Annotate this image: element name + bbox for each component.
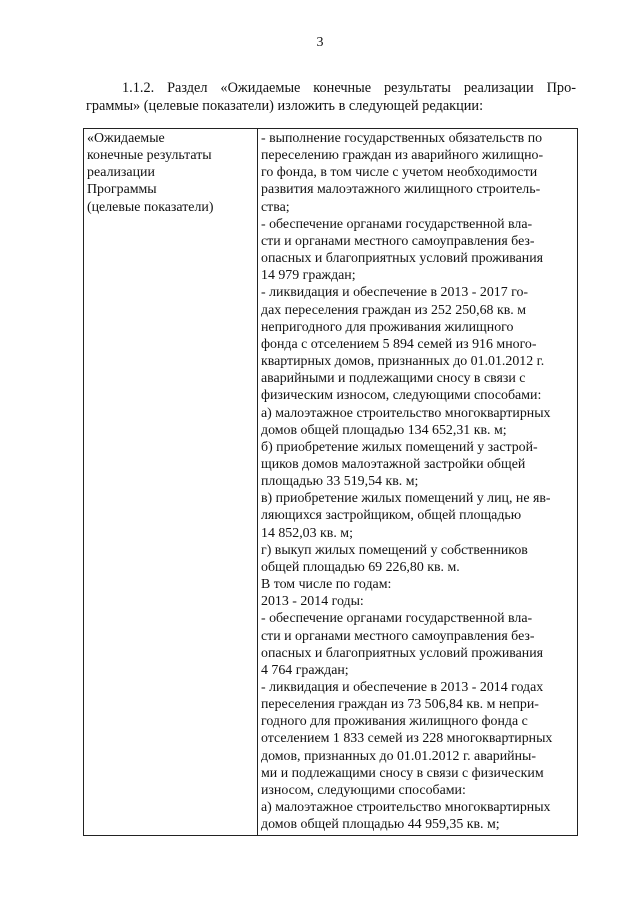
content-line: - ликвидация и обеспечение в 2013 - 2014 годах	[261, 680, 544, 695]
targets-table	[83, 128, 578, 836]
content-line: квартирных домов, признанных до 01.01.2012 г.	[261, 354, 545, 370]
page-number: 3	[316, 35, 324, 50]
content-line: 14 979 граждан;	[261, 268, 356, 284]
content-line: домов общей площадью 134 652,31 кв. м;	[261, 422, 507, 438]
content-line: фонда с отселением 5 894 семей из 916 много-	[261, 336, 537, 352]
content-line: развития малоэтажного жилищного строитель-	[261, 182, 541, 198]
content-line: 2013 - 2014 годы:	[261, 594, 364, 610]
content-line: домов, признанных до 01.01.2012 г. аварийны-	[261, 748, 536, 764]
content-line: износом, следующими способами:	[261, 782, 466, 798]
content-line: аварийными и подлежащими сносу в связи с	[261, 371, 526, 387]
content-line: переселения граждан из 73 506,84 кв. м непри-	[261, 697, 539, 713]
content-line: ляющихся застройщиком, общей площадью	[261, 508, 522, 524]
content-line: го фонда, в том числе с учетом необходимости	[261, 165, 538, 181]
content-line: ми и подлежащими сносу в связи с физическим	[261, 765, 544, 781]
table-row	[84, 129, 578, 836]
content-line: домов общей площадью 44 959,35 кв. м;	[261, 817, 500, 833]
section-title-line: (целевые показатели)	[87, 199, 214, 215]
content-line: физическим износом, следующими способами:	[261, 388, 542, 404]
content-line: дах переселения граждан из 252 250,68 кв. м	[261, 302, 526, 318]
content-line: 4 764 граждан;	[261, 662, 349, 678]
content-line: В том числе по годам:	[261, 577, 392, 593]
section-content-cell	[258, 129, 578, 836]
content-line: отселением 1 833 семей из 228 многоквартирных	[261, 731, 553, 747]
content-line: опасных и благоприятных условий проживания	[261, 251, 544, 267]
content-line: щиков домов малоэтажной застройки общей	[261, 456, 526, 472]
content-line: опасных и благоприятных условий проживания	[261, 645, 544, 661]
content-line: б) приобретение жилых помещений у застрой-	[261, 439, 538, 455]
content-line: - ликвидация и обеспечение в 2013 - 2017 го-	[261, 285, 529, 301]
content-line: г) выкуп жилых помещений у собственников	[261, 542, 528, 558]
content-line: сти и органами местного самоуправления без-	[261, 628, 535, 644]
content-line: годного для проживания жилищного фонда с	[261, 714, 528, 730]
section-title-line: Программы	[87, 182, 157, 198]
content-line: 14 852,03 кв. м;	[261, 525, 353, 541]
content-line: - выполнение государственных обязательств по	[261, 131, 543, 146]
intro-paragraph	[86, 79, 576, 115]
section-title-cell	[84, 129, 258, 836]
content-line: в) приобретение жилых помещений у лиц, не яв-	[261, 491, 551, 507]
content-line: а) малоэтажное строительство многоквартирных	[261, 800, 551, 816]
content-line: непригодного для проживания жилищного	[261, 319, 514, 335]
content-line: переселению граждан из аварийного жилищно-	[261, 148, 544, 164]
content-line: площадью 33 519,54 кв. м;	[261, 474, 419, 490]
section-title-line: «Ожидаемые	[87, 131, 165, 146]
content-line: а) малоэтажное строительство многоквартирных	[261, 405, 551, 421]
content-line: ства;	[261, 199, 290, 215]
content-line: - обеспечение органами государственной вла-	[261, 611, 533, 627]
content-line: общей площадью 69 226,80 кв. м.	[261, 559, 460, 575]
intro-line: 1.1.2. Раздел «Ожидаемые конечные результаты реализации Про-	[122, 80, 576, 96]
content-line: сти и органами местного самоуправления без-	[261, 233, 535, 249]
content-line: - обеспечение органами государственной вла-	[261, 216, 533, 232]
section-title-line: реализации	[87, 165, 155, 181]
section-title-line: конечные результаты	[87, 148, 212, 164]
intro-line: граммы» (целевые показатели) изложить в следующей редакции:	[86, 98, 484, 114]
